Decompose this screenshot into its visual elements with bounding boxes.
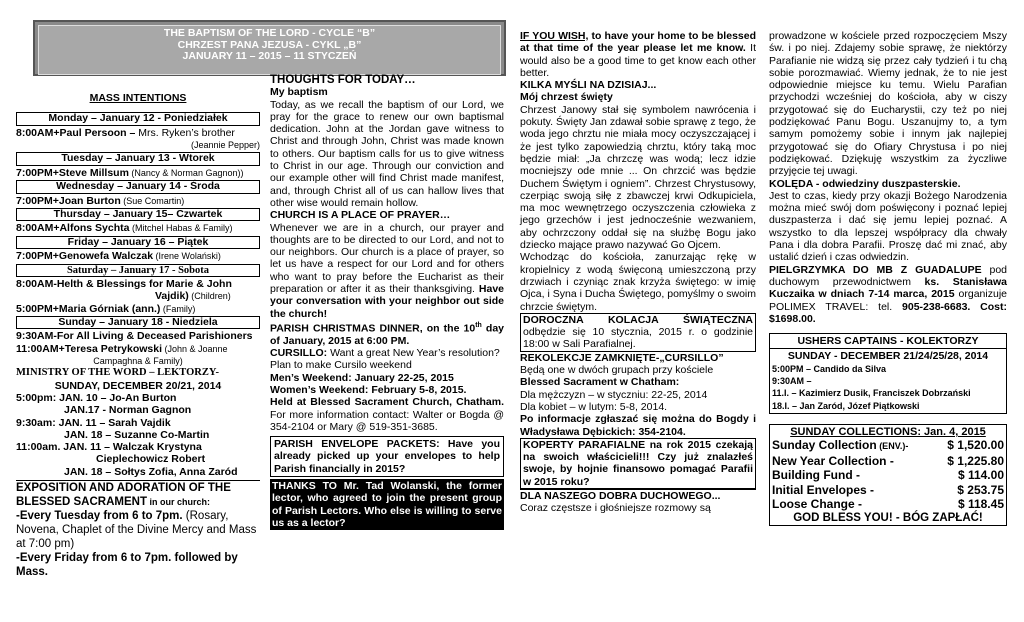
- koleda-body: Jest to czas, kiedy przy okazji Bożego Narodzenia można mieć swój dom poświęcony i poznać lepiej duszpasterza i dać się jemu lepiej poznać. A wszystko to dla lepszej współpracy dla chwały Pana i dla dobra Parafii. Proszę dać mi znać, aby ustalić dzień i czas odwiedzin.: [769, 189, 1007, 264]
- ushers-box: [769, 333, 1007, 414]
- column-polish-2: [769, 30, 1007, 526]
- cursillo-text: Want a great New Year’s resolution? Plan to make Cursilo weekend: [270, 347, 500, 372]
- ministry-date: SUNDAY, DECEMBER 20/21, 2014: [54, 379, 222, 392]
- collection-amount: $ 1,520.00: [947, 438, 1004, 453]
- kilka-title: KILKA MYŚLI NA DZISIAJ...: [520, 79, 657, 92]
- collection-label: Sunday Collection: [772, 438, 877, 453]
- held-contact: For more information contact: Walter or Bogda @ 354-2104 or Mary @ 519-351-3685.: [270, 408, 504, 433]
- collections-list: [772, 438, 1004, 512]
- sun-intention-2: 11:00AM+Teresa Petrykowski: [16, 342, 163, 355]
- collection-label: Initial Envelopes -: [772, 482, 875, 497]
- exposition-section: [16, 480, 260, 579]
- collection-row: [772, 483, 1004, 498]
- sun-intention-1: 9:30AM-For All Living & Deceased Parishioners: [16, 330, 253, 343]
- rekolekcje-women: Dla kobiet – w lutym: 5-8, 2014.: [520, 400, 668, 413]
- lector-6: Cieplechowicz Robert: [96, 453, 206, 466]
- exposition-tuesday-detail: (Rosary, Novena, Chaplet of the Divine Mercy and Mass at 7:00 pm): [16, 510, 257, 551]
- thoughts-title: THOUGHTS FOR TODAY…: [270, 74, 416, 86]
- rekolekcje-info: Po informacje zgłaszać się można do Bogdy i Władysława Dębickich: 354-2104.: [520, 413, 756, 438]
- usher-2: 9:30AM –: [772, 376, 812, 387]
- koleda-title: KOLĘDA -: [769, 177, 820, 190]
- wed-intention: 7:00PM+Joan Burton: [16, 194, 121, 207]
- envelope-box: PARISH ENVELOPE PACKETS: Have you already picked up your envelopes to help Parish financially in 2015?: [270, 436, 504, 477]
- lector-3: 9:30am: JAN. 11 – Sarah Vajdik: [16, 416, 171, 429]
- lector-2: JAN.17 - Norman Gagnon: [64, 404, 192, 417]
- exposition-friday: -Every Friday from 6 to 7pm. followed by Mass.: [16, 552, 238, 579]
- dinner-text-b: day of January, 2015 at 6:00 PM.: [270, 322, 504, 347]
- lector-5: 11:00am. JAN. 11 – Walczak Krystyna: [16, 441, 202, 454]
- thanks-box: THANKS TO Mr. Tad Wolanski, the former lector, who agreed to join the present group of Parish Lectors. Who else is willing to serve us as a lector?: [272, 480, 502, 529]
- dinner-text-a: PARISH CHRISTMAS DINNER, on the 10: [270, 322, 476, 335]
- prayer-bold: Have your conversation with your neighbor out side the church!: [270, 283, 504, 320]
- rekolekcje-text: Będą one w dwóch grupach przy kościele: [520, 364, 714, 377]
- rekolekcje-title: REKOLEKCJE ZAMKNIĘTE-„CURSILLO”: [520, 351, 724, 364]
- thu-intention: 8:00AM+Alfons Sychta: [16, 222, 130, 235]
- thu-intention-by: (Mitchel Habas & Family): [129, 223, 233, 234]
- chrzest-body: Chrzest Janowy stał się symbolem nawrócenia i pokuty. Święty Jan zdawał sobie sprawę z tego, że woda jego chrztu nie miała mocy oczyszczającej i że jest tylko zapowiedzią chrztu, który taką moc będzie miał: „Ja chrzczę was wodą; lecz idzie mocniejszy ode mnie ... On chrzcić was będzie Duchem Świętym i ogniem”. Chrzest Chrystusowy, czerpiąc swoją siłę z zbawczej krwi Odkupiciela, ma moc wewnętrzego oczyszczenia człowieka z jego grzechów i jest jednocześnie wezwaniem, aby ochrzczony oddał się na służbę Bogu jako dziecko mające prawo nazywać Go Ojcem.: [520, 103, 756, 252]
- kolacja-box: [520, 313, 756, 352]
- koleda-subtitle: odwiedziny duszpasterskie.: [819, 177, 961, 190]
- day-wednesday: Wednesday – January 14 - Środa: [16, 180, 260, 194]
- collection-row: [772, 438, 1004, 454]
- koperty-box: KOPERTY PARAFIALNE na rok 2015 czekają na swoich właścicieli!!! Czy już znalazłeś swoje, by hojnie finansowo pomagać Parafii w 2015 roku?: [520, 438, 756, 489]
- ifwish-bold: to have your home to be blessed at that time of the year please let me know.: [520, 30, 757, 55]
- mens-weekend: Men’s Weekend: January 22-25, 2015: [270, 371, 454, 384]
- wed-intention-by: (Sue Comartin): [120, 195, 185, 206]
- ushers-title: USHERS CAPTAINS - KOLEKTORZY: [770, 334, 1006, 349]
- rekolekcje-place: Blessed Sacrament w Chatham:: [520, 376, 680, 389]
- day-tuesday: Tuesday – January 13 - Wtorek: [16, 152, 260, 166]
- mon-intention: 8:00AM+Paul Persoon –: [16, 126, 136, 139]
- column-mass-intentions: [16, 20, 260, 579]
- pielgrzymka-phone: 905-238-6683. Cost: $1698.00.: [769, 300, 1007, 325]
- column-thoughts: [270, 74, 504, 530]
- womens-weekend: Women’s Weekend: February 5-8, 2015.: [270, 383, 467, 396]
- lector-4: JAN. 18 – Suzanne Co-Martin: [64, 428, 210, 441]
- sat-intention-2-by: (Family): [160, 303, 196, 314]
- tue-intention: 7:00PM+Steve Millsum: [16, 166, 129, 179]
- exposition-title-3: in our church:: [146, 497, 210, 508]
- day-friday: Friday – January 16 – Piątek: [16, 236, 260, 250]
- thoughts-subtitle: My baptism: [270, 86, 328, 99]
- kolacja-text: odbędzie się 10 stycznia, 2015 r. o godzinie 18:00 w Sali Parafialnej.: [523, 326, 753, 351]
- sat-intention-1-by: (Children): [188, 291, 231, 302]
- header-line-3: JANUARY 11 – 2015 – 11 STYCZEŃ: [182, 50, 357, 63]
- moj-chrzest-title: Mój chrzest święty: [520, 91, 613, 104]
- pielgrzymka-priest: ks. Stanisława Kuczaika w dniach 7-14 marca, 2015: [769, 275, 1007, 301]
- ifwish-lead: IF YOU WISH,: [520, 30, 589, 42]
- day-sunday: Sunday – January 18 - Niedziela: [16, 316, 260, 330]
- collection-label: Building Fund -: [772, 468, 860, 483]
- sat-intention-1-name: Vajdik): [154, 290, 189, 303]
- mon-intention-by: Mrs. Ryken’s brother: [135, 126, 235, 139]
- collections-box: [769, 424, 1007, 526]
- mon-intention-family: (Jeannie Pepper): [190, 140, 260, 151]
- held-text: Held at Blessed Sacrament Church, Chatham.: [270, 396, 504, 409]
- mass-intentions-title: MASS INTENTIONS: [89, 92, 187, 104]
- usher-3: 11.I. – Kazimierz Dusik, Franciszek Dobrzański: [772, 388, 971, 399]
- coraz-text: Coraz częstsze i głośniejsze rozmowy są: [520, 502, 711, 515]
- prowadzone-text: prowadzone w kościele przed rozpoczęciem Mszy św. i po niej. Zdajemy sobie sprawę, że niektórzy Parafianie nie widzą się przez cały tydzień i tu chą sobie porozmawiać. Wiemy jednak, że to nie jest odpowiednie miejsce ku temu. Wielu Parafian przychodzi wcześniej do kościoła, aby w ciszy przygotować się do Eucharystii, czy też po niej podziękować Panu Bogu. Uszanujmy to, a tym samym pomożemy sobie i innym jak najlepiej przygotować się do Ofiary Chrystusa i po niej podziękować. Dziękuję wszystkim za życzliwe przyjęcie tej uwagi.: [769, 30, 1007, 178]
- header-line-1: THE BAPTISM OF THE LORD - CYCLE “B”: [163, 27, 376, 39]
- tue-intention-by: (Nancy & Norman Gagnon)): [128, 167, 244, 178]
- thoughts-body: Today, as we recall the baptism of our Lord, we pray for the grace to renew our own baptismal dedication. John at the Jordan gave witness to Christ and through John, Christ was made known to others. Our baptism calls for us to give witness to Christ in our age. Through our conviction and our example other will find Christ made manifest, and, through Christ all of us can hallow lives that other wise would remain hollow.: [270, 98, 504, 209]
- prayer-body: Whenever we are in a church, our prayer and thoughts are to be directed to our Lord, and not to our neighbors. Our church is a place of prayer, so let us have a respect for our Lord and for others who want to pray before the Eucharist as their preparation or after it as their thanksgiving.: [270, 221, 504, 296]
- collection-amount: $ 118.45: [957, 497, 1004, 512]
- pielgrzymka-title: PIELGRZYMKA DO MB Z GUADALUPE: [769, 263, 982, 276]
- cursillo-label: CURSILLO:: [270, 347, 328, 360]
- column-polish-1: [520, 30, 756, 515]
- ifwish-text: It would also be a good time to get know each other better.: [520, 42, 756, 79]
- usher-4: 18.I. – Jan Zaród, Józef Piątkowski: [772, 400, 920, 411]
- lector-7: JAN. 18 – Sołtys Zofia, Anna Zaród: [64, 465, 238, 478]
- collection-amount: $ 114.00: [957, 468, 1004, 483]
- sat-intention-2: 5:00PM+Maria Górniak (ann.): [16, 302, 161, 315]
- collections-title: SUNDAY COLLECTIONS: Jan. 4, 2015: [790, 425, 986, 438]
- ministry-title: MINISTRY OF THE WORD – LEKTORZY-: [16, 367, 219, 379]
- dobra-title: DLA NASZEGO DOBRA DUCHOWEGO...: [520, 489, 756, 502]
- wchodzac-text: Wchodząc do kościoła, zanurzając rękę w kropielnicy z wodą święconą umieszczoną przy drzwiach i czyniąc znak krzyża świętego: w imię Ojca, i Syna i Ducha Świętego, pomyślmy o swoim chrzcie świętym.: [520, 251, 756, 313]
- dinner-sup: th: [475, 321, 482, 329]
- pielgrzymka-text-1: pod duchowym przewodnictwem: [769, 263, 1008, 288]
- exposition-title-1: EXPOSITION AND ADORATION OF THE: [16, 482, 231, 495]
- sun-intention-2-by: (John & Joanne: [162, 343, 228, 354]
- collection-label: Loose Change -: [772, 497, 863, 512]
- collection-row: [772, 468, 1004, 483]
- exposition-tuesday: -Every Tuesday from 6 to 7pm.: [16, 510, 183, 523]
- fri-intention: 7:00PM+Genowefa Walczak: [16, 250, 154, 263]
- day-thursday: Thursday – January 15– Czwartek: [16, 208, 260, 222]
- ushers-date: SUNDAY - DECEMBER 21/24/25/28, 2014: [787, 350, 989, 363]
- collection-sub: (ENV.)-: [876, 441, 909, 452]
- sat-intention-1: 8:00AM-Helth & Blessings for Marie & John: [16, 278, 232, 291]
- header-line-2: CHRZEST PANA JEZUSA - CYKL „B”: [177, 38, 362, 51]
- lector-1: 5:00pm: JAN. 10 – Jo-An Burton: [16, 391, 177, 404]
- rekolekcje-men: Dla mężczyzn – w styczniu: 22-25, 2014: [520, 388, 708, 401]
- collection-label: New Year Collection -: [772, 453, 894, 468]
- collection-row: [772, 454, 1004, 469]
- collection-amount: $ 1,225.80: [947, 453, 1004, 468]
- exposition-title-2: BLESSED SACRAMENT: [16, 496, 147, 509]
- day-monday: Monday – January 12 - Poniedziałek: [16, 112, 260, 126]
- sun-intention-2-family: Campaghna & Family): [93, 356, 183, 367]
- pielgrzymka-text-2: organizuje POLIMEX TRAVEL: tel.: [769, 288, 1007, 313]
- day-saturday: Saturday – January 17 - Sobota: [16, 264, 260, 278]
- collection-amount: $ 253.75: [957, 482, 1004, 497]
- kolacja-title: DOROCZNA KOLACJA ŚWIĄTECZNA: [523, 313, 753, 326]
- fri-intention-by: (Irene Wolański): [153, 251, 221, 262]
- usher-1: 5:00PM – Candido da Silva: [772, 363, 887, 374]
- god-bless: GOD BLESS YOU! - BÓG ZAPŁAĆ!: [793, 511, 983, 524]
- collection-row: [772, 497, 1004, 512]
- prayer-title: CHURCH IS A PLACE OF PRAYER…: [270, 209, 451, 222]
